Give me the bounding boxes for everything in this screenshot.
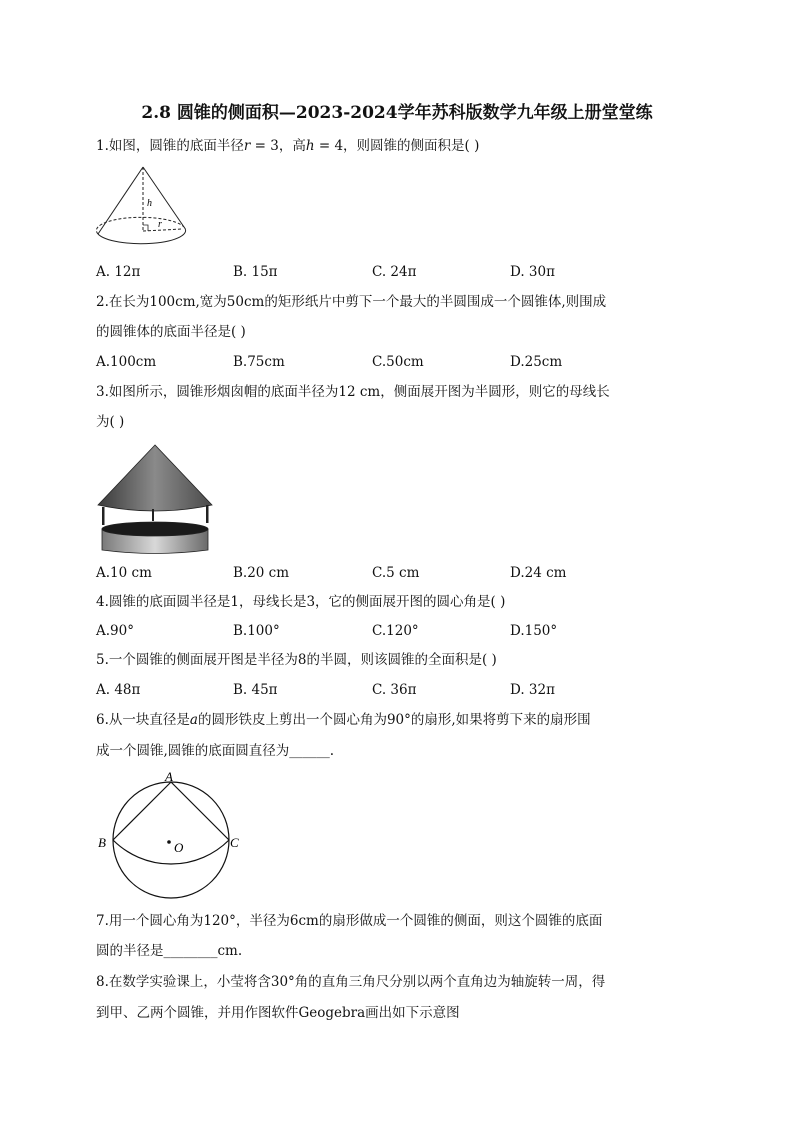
q3-option-d[interactable]: D.24 cm bbox=[510, 565, 567, 581]
page-title: 2.8 圆锥的侧面积—2023-2024学年苏科版数学九年级上册堂堂练 bbox=[141, 103, 653, 123]
q2-option-d[interactable]: D.25cm bbox=[510, 354, 563, 370]
question-4-line-1: 4.圆锥的底面圆半径是1，母线长是3，它的侧面展开图的圆心角是( ) bbox=[96, 594, 506, 610]
chimney-cap-photo bbox=[96, 443, 214, 555]
cone-figure bbox=[96, 163, 188, 251]
q5-option-c[interactable]: C. 36π bbox=[372, 682, 417, 698]
radius-label: r bbox=[158, 219, 162, 230]
q2-option-c[interactable]: C.50cm bbox=[372, 354, 424, 370]
q2-option-a[interactable]: A.100cm bbox=[96, 354, 157, 370]
circle-sector-figure bbox=[96, 768, 246, 902]
q3-option-b[interactable]: B.20 cm bbox=[233, 565, 290, 581]
question-8-line-1: 8.在数学实验课上，小莹将含30°角的直角三角尺分别以两个直角边为轴旋转一周，得 bbox=[96, 974, 606, 990]
q1-option-c[interactable]: C. 24π bbox=[372, 264, 417, 280]
point-o-label: O bbox=[174, 840, 184, 855]
question-8-line-2: 到甲、乙两个圆锥，并用作图软件Geogebra画出如下示意图 bbox=[96, 1005, 460, 1021]
q1-option-b[interactable]: B. 15π bbox=[233, 264, 278, 280]
question-2-line-1: 2.在长为100cm,宽为50cm的矩形纸片中剪下一个最大的半圆围成一个圆锥体,则围成 bbox=[96, 294, 607, 310]
q5-option-d[interactable]: D. 32π bbox=[510, 682, 555, 698]
q4-option-b[interactable]: B.100° bbox=[233, 623, 280, 639]
question-7-line-2: 圆的半径是________cm. bbox=[96, 943, 243, 959]
point-a-label: A bbox=[165, 769, 173, 784]
q4-option-c[interactable]: C.120° bbox=[372, 623, 419, 639]
question-1-text: 1.如图，圆锥的底面半径r = 3，高h = 4，则圆锥的侧面积是( ) bbox=[96, 138, 480, 154]
question-6-line-1: 6.从一块直径是a的圆形铁皮上剪出一个圆心角为90°的扇形,如果将剪下来的扇形围 bbox=[96, 712, 591, 728]
q3-option-c[interactable]: C.5 cm bbox=[372, 565, 420, 581]
q4-option-a[interactable]: A.90° bbox=[96, 623, 134, 639]
question-5-line-1: 5.一个圆锥的侧面展开图是半径为8的半圆，则该圆锥的全面积是( ) bbox=[96, 652, 497, 668]
q4-option-d[interactable]: D.150° bbox=[510, 623, 558, 639]
question-2-line-2: 的圆锥体的底面半径是( ) bbox=[96, 324, 246, 340]
question-3-line-2: 为( ) bbox=[96, 414, 125, 430]
height-label: h bbox=[147, 198, 152, 209]
q3-option-a[interactable]: A.10 cm bbox=[96, 565, 152, 581]
q1-option-a[interactable]: A. 12π bbox=[96, 264, 141, 280]
q2-option-b[interactable]: B.75cm bbox=[233, 354, 285, 370]
q5-option-b[interactable]: B. 45π bbox=[233, 682, 278, 698]
question-6-line-2: 成一个圆锥,圆锥的底面圆直径为______. bbox=[96, 743, 335, 759]
question-7-line-1: 7.用一个圆心角为120°，半径为6cm的扇形做成一个圆锥的侧面，则这个圆锥的底面 bbox=[96, 913, 603, 929]
question-3-line-1: 3.如图所示，圆锥形烟囱帽的底面半径为12 cm，侧面展开图为半圆形，则它的母线长 bbox=[96, 384, 610, 400]
point-b-label: B bbox=[98, 835, 106, 850]
point-c-label: C bbox=[230, 835, 239, 850]
q5-option-a[interactable]: A. 48π bbox=[96, 682, 141, 698]
q1-option-d[interactable]: D. 30π bbox=[510, 264, 555, 280]
